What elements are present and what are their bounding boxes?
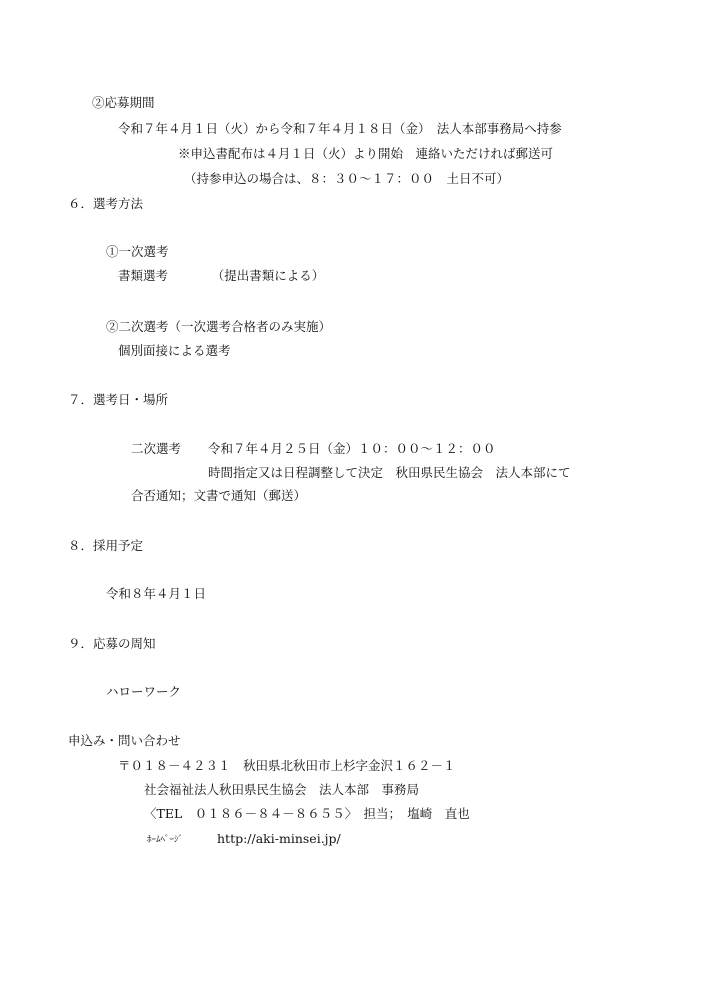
period-heading: ②応募期間: [92, 95, 155, 110]
period-line-3: （持参申込の場合は、８：３０～１７：００ 土日不可）: [184, 171, 510, 186]
second-selection-label: 二次選考: [131, 441, 182, 456]
hire-date: 令和８年４月１日: [106, 586, 207, 601]
contact-address: 〒０１８－４２３１ 秋田県北秋田市上杉字金沢１６２－１: [118, 758, 456, 773]
section-9-heading: ９．応募の周知: [68, 636, 156, 651]
selection-date: 令和７年４月２５日（金）１０：００～１２：００: [208, 441, 496, 456]
section-8-heading: ８．採用予定: [68, 538, 144, 553]
homepage-url[interactable]: http://aki-minsei.jp/: [217, 831, 341, 846]
second-selection-heading: ②二次選考（一次選考合格者のみ実施）: [106, 319, 332, 334]
contact-organization: 社会福祉法人秋田県民生協会 法人本部 事務局: [144, 782, 420, 797]
contact-heading: 申込み・問い合わせ: [68, 733, 181, 748]
first-selection-detail: 書類選考 （提出書類による）: [118, 268, 325, 283]
result-notice: 合否通知；文書で通知（郵送）: [131, 488, 307, 503]
selection-detail: 時間指定又は日程調整して決定 秋田県民生協会 法人本部にて: [208, 465, 571, 480]
period-line-2: ※申込書配布は４月１日（火）より開始 連絡いただければ郵送可: [178, 146, 554, 161]
homepage-label: ﾎｰﾑﾍﾟｰｼﾞ: [147, 835, 184, 845]
second-selection-detail: 個別面接による選考: [118, 343, 231, 358]
section-6-heading: ６．選考方法: [68, 196, 144, 211]
contact-phone: 〈TEL ０１８６－８４－８６５５〉 担当； 塩崎 直也: [144, 806, 470, 821]
first-selection-heading: ①一次選考: [106, 244, 169, 259]
publicity-channel: ハローワーク: [106, 684, 182, 699]
section-7-heading: ７．選考日・場所: [68, 392, 169, 407]
period-line-1: 令和７年４月１日（火）から令和７年４月１８日（金） 法人本部事務局へ持参: [118, 121, 562, 136]
